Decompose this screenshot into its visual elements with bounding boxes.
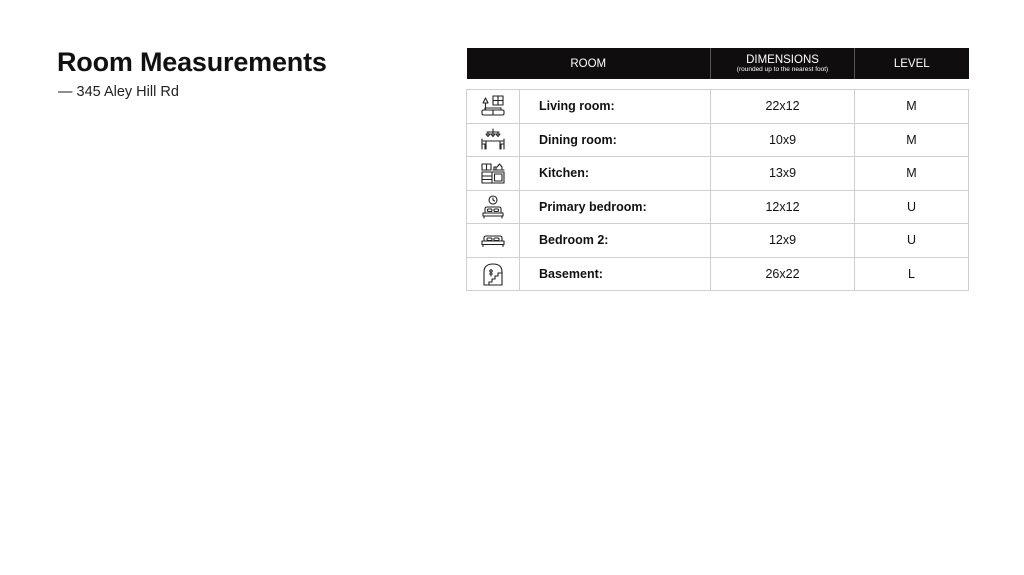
row-icon-cell	[467, 257, 520, 291]
header-dimensions	[711, 48, 855, 79]
table-header-row	[467, 48, 969, 79]
room-name: Basement:	[520, 257, 711, 291]
primary-bedroom-icon	[480, 194, 506, 220]
row-icon-cell	[467, 190, 520, 224]
room-name: Bedroom 2:	[520, 224, 711, 258]
room-name: Dining room:	[520, 123, 711, 157]
page-subtitle: — 345 Aley Hill Rd	[58, 84, 179, 100]
row-icon-cell	[467, 90, 520, 124]
room-dimensions: 22x12	[711, 90, 855, 124]
row-icon-cell	[467, 157, 520, 191]
kitchen-icon	[480, 160, 506, 186]
bed-icon	[480, 227, 506, 253]
header-dimensions-note: (rounded up to the nearest foot)	[736, 65, 829, 73]
header-dimensions-label: DIMENSIONS	[746, 53, 819, 66]
table-row	[467, 224, 969, 258]
room-name: Kitchen:	[520, 157, 711, 191]
room-name: Primary bedroom:	[520, 190, 711, 224]
row-icon-cell	[467, 123, 520, 157]
header-room: ROOM	[467, 48, 711, 79]
row-icon-cell	[467, 224, 520, 258]
header-level: LEVEL	[855, 48, 969, 79]
room-dimensions: 10x9	[711, 123, 855, 157]
basement-stairs-icon	[480, 261, 506, 287]
room-level: U	[855, 190, 969, 224]
living-room-icon	[480, 93, 506, 119]
room-dimensions: 12x9	[711, 224, 855, 258]
room-level: M	[855, 90, 969, 124]
table-row	[467, 257, 969, 291]
table-row	[467, 123, 969, 157]
room-name: Living room:	[520, 90, 711, 124]
table-row	[467, 190, 969, 224]
room-level: L	[855, 257, 969, 291]
room-dimensions: 12x12	[711, 190, 855, 224]
room-measurements-table	[466, 48, 969, 291]
page-title: Room Measurements	[57, 47, 327, 77]
room-level: M	[855, 123, 969, 157]
table-row	[467, 157, 969, 191]
table-row	[467, 90, 969, 124]
dining-room-icon	[480, 127, 506, 153]
room-dimensions: 13x9	[711, 157, 855, 191]
room-level: M	[855, 157, 969, 191]
room-dimensions: 26x22	[711, 257, 855, 291]
room-level: U	[855, 224, 969, 258]
table-spacer	[467, 79, 969, 90]
